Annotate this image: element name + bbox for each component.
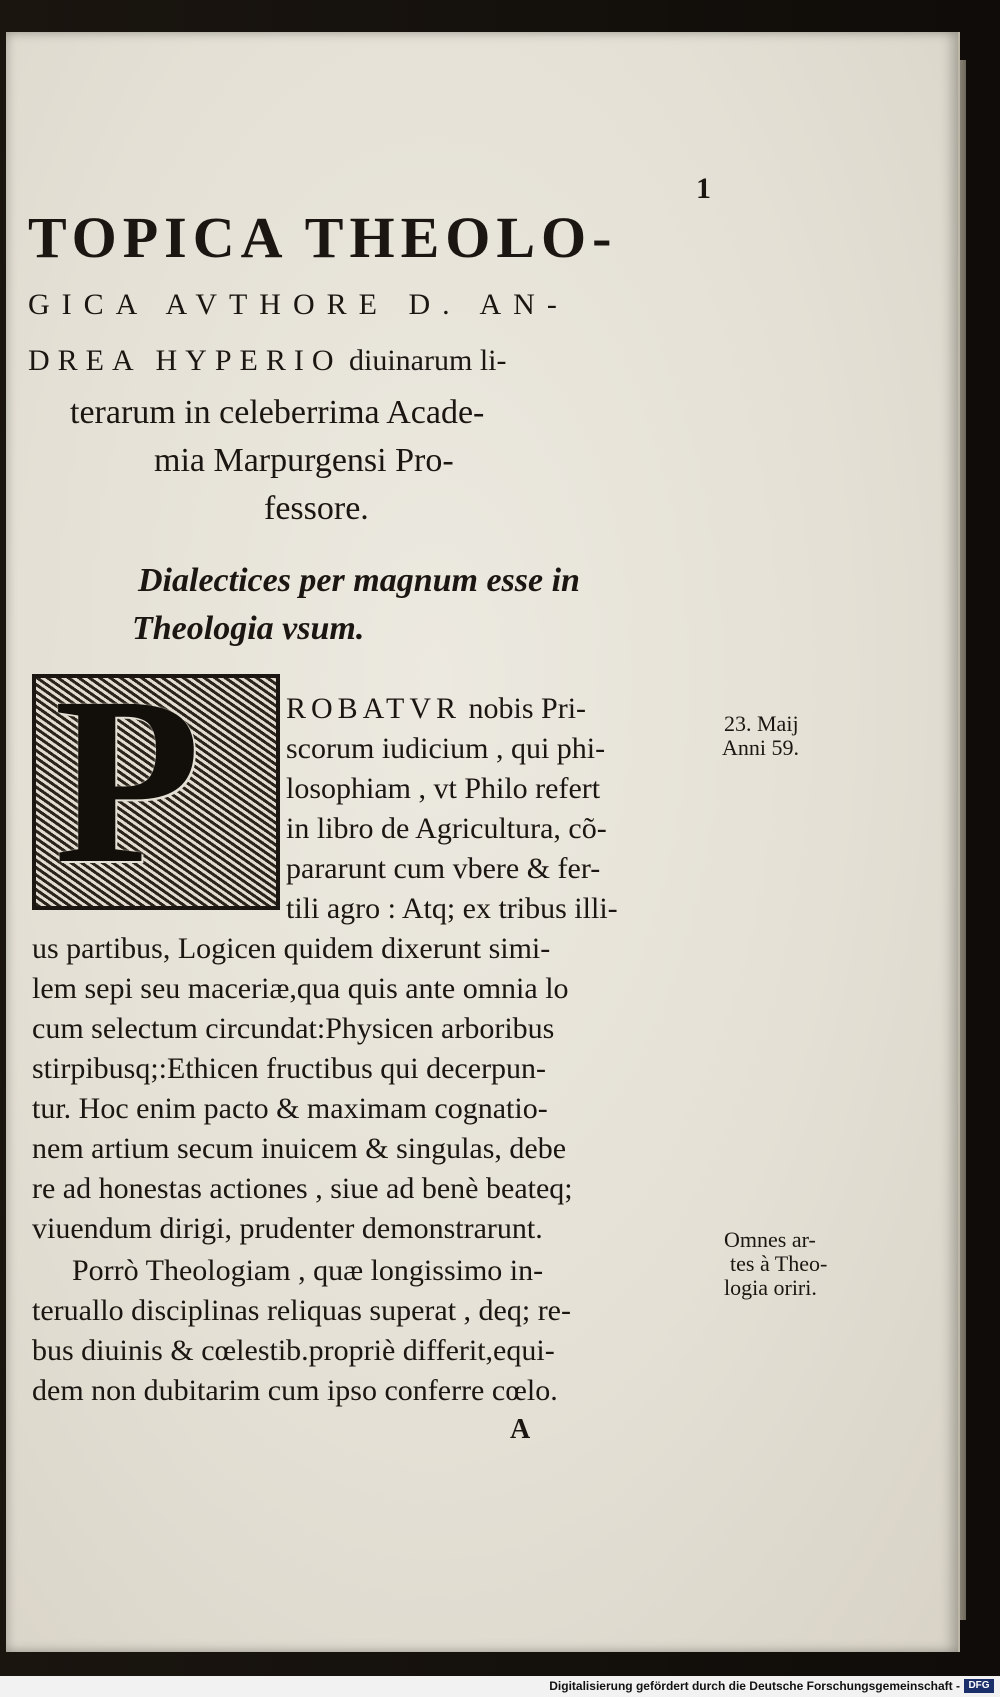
- margin-note-date-line-1: 23. Maij: [724, 711, 799, 736]
- body-line-17: bus diuinis & cœlestib.propriè differit,equi-: [32, 1334, 555, 1367]
- body-line-13: re ad honestas actiones , siue ad benè beateq;: [32, 1172, 573, 1205]
- body-line-4: in libro de Agricultura, cõ-: [286, 812, 607, 845]
- footer-credit: Digitalisierung gefördert durch die Deutsche Forschungsgemeinschaft -: [549, 1679, 960, 1693]
- book-page: [6, 32, 960, 1652]
- body-line-2: scorum iudicium , qui phi-: [286, 732, 606, 765]
- decorated-initial: [32, 674, 280, 910]
- body-line-18: dem non dubitarim cum ipso conferre cœlo.: [32, 1374, 558, 1407]
- title-line-2: GICA AVTHORE D. AN-: [28, 288, 569, 321]
- body-line-15: Porrò Theologiam , quæ longissimo in-: [72, 1254, 544, 1287]
- body-line-11: tur. Hoc enim pacto & maximam cognatio-: [32, 1092, 548, 1125]
- body-line-16: teruallo disciplinas reliquas superat , deq; re-: [32, 1294, 571, 1327]
- body-line-10: stirpibusq;:Ethicen fructibus qui decerpun-: [32, 1052, 547, 1085]
- body-line-14: viuendum dirigi, prudenter demonstrarunt.: [32, 1212, 543, 1245]
- title-line-4: terarum in celeberrima Acade-: [70, 394, 485, 431]
- body-line-1: [286, 692, 586, 726]
- catchword: A: [510, 1414, 531, 1445]
- body-line-8: lem sepi seu maceriæ,qua quis ante omnia lo: [32, 972, 569, 1005]
- initial-letter: P: [54, 674, 201, 910]
- folio-number: 1: [696, 172, 711, 205]
- section-heading-line-2: Theologia vsum.: [132, 610, 365, 647]
- section-heading-line-1: Dialectices per magnum esse in: [138, 562, 580, 599]
- body-line-5: pararunt cum vbere & fer-: [286, 852, 601, 885]
- body-line-7: us partibus, Logicen quidem dixerunt simi-: [32, 932, 551, 965]
- title-line-3: [28, 344, 507, 378]
- body-line-1-rest: nobis Pri-: [461, 692, 587, 725]
- title-line-3-caps: DREA HYPERIO: [28, 344, 342, 377]
- body-line-6: tili agro : Atq; ex tribus illi-: [286, 892, 618, 925]
- margin-note-line-1: Omnes ar-: [724, 1227, 816, 1252]
- body-line-1-caps: ROBATVR: [286, 692, 462, 725]
- title-line-1: TOPICA THEOLO-: [28, 205, 618, 270]
- title-line-3-rest: diuinarum li-: [341, 344, 507, 377]
- dfg-logo-icon: DFG: [964, 1679, 994, 1693]
- margin-note-line-2: tes à Theo-: [730, 1251, 828, 1276]
- margin-note-line-3: logia oriri.: [724, 1275, 817, 1300]
- body-line-12: nem artium secum inuicem & singulas, debe: [32, 1132, 567, 1165]
- title-line-6: fessore.: [264, 490, 369, 527]
- body-line-9: cum selectum circundat:Physicen arboribus: [32, 1012, 555, 1045]
- body-line-3: losophiam , vt Philo refert: [286, 772, 601, 805]
- margin-note-date-line-2: Anni 59.: [722, 735, 799, 760]
- title-line-5: mia Marpurgensi Pro-: [154, 442, 454, 479]
